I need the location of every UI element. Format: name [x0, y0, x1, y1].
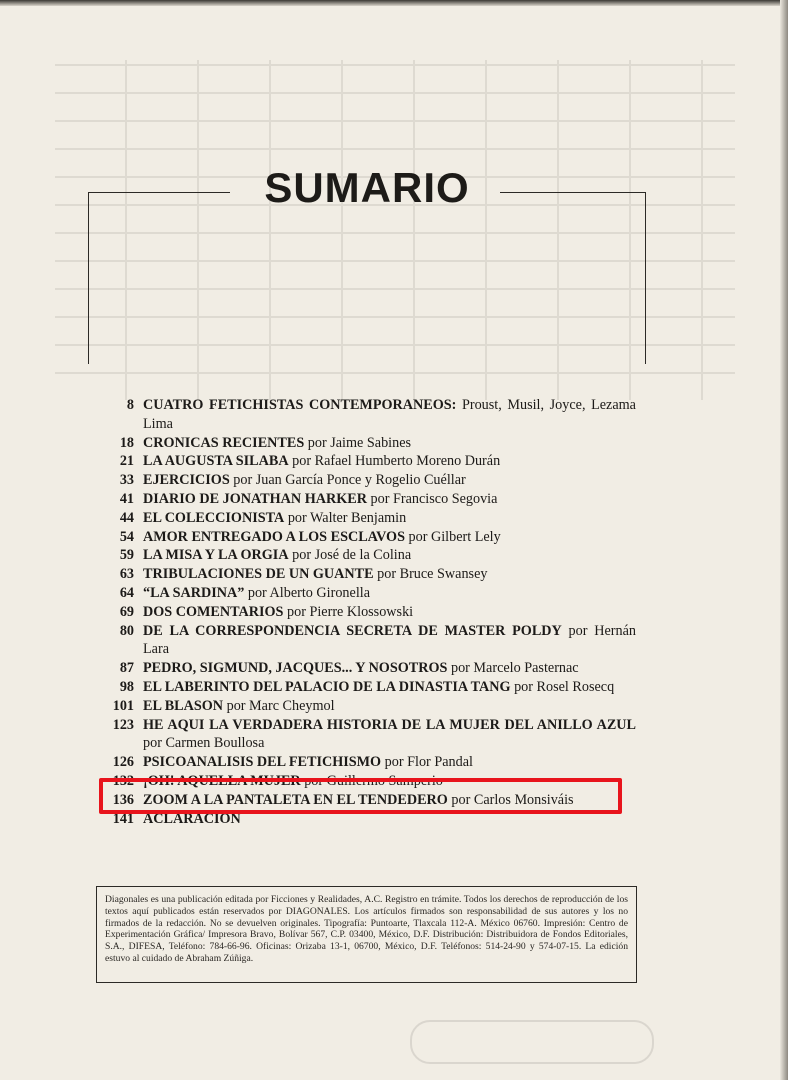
credits-text: Diagonales es una publicación editada por Ficciones y Realidades, A.C. Registro en trámite. Todos los derechos de reproducción de los textos aquí publicados están reservados por DIAGONALES. Los artículos firmados son responsabilidad de sus autores y los no firmados de la redacción. No se devuelven originales. Tipografía: Puntoarte, Tlaxcala 112-A. México 06760. Impresión: Centro de Experimentación Gráfica/ Impresora Bravo, Bolívar 567, C.P. 03400, México, D.F. Distribución: Distribuidora de Fondos Editoriales, S.A., DIFESA, Teléfono: 784-66-96. Oficinas: Orizaba 13-1, 06700, México, D.F. Teléfonos: 514-24-90 y 574-07-15. La edición estuvo al cuidado de Abraham Zúñiga. [105, 894, 628, 964]
toc-work-title: CRONICAS RECIENTES [143, 434, 305, 451]
toc-work-title: LA MISA Y LA ORGIA [143, 547, 289, 564]
toc-entry[interactable] [96, 528, 636, 547]
toc-page-number: 126 [112, 754, 134, 771]
toc-page-number: 18 [119, 434, 134, 451]
toc-text [143, 471, 636, 490]
faded-stamp [410, 1020, 654, 1064]
toc-entry[interactable] [96, 622, 636, 660]
frame-line [88, 192, 89, 364]
toc-text [143, 434, 636, 453]
toc-entry[interactable] [96, 434, 636, 453]
toc-text [143, 603, 636, 622]
toc-text [143, 772, 636, 791]
toc-work-title: EJERCICIOS [143, 472, 230, 489]
toc-entry[interactable] [96, 396, 636, 434]
toc-entry[interactable] [96, 565, 636, 584]
toc-author: por Flor Pandal [381, 754, 473, 771]
toc-author: por Guillermo Samperio [300, 772, 443, 789]
toc-page-number: 69 [119, 603, 134, 620]
toc-work-title: EL COLECCIONISTA [143, 509, 285, 526]
toc-work-title: PEDRO, SIGMUND, JACQUES... Y NOSOTROS [143, 660, 448, 677]
page-edge-top [0, 0, 788, 6]
toc-page-number: 21 [119, 453, 134, 470]
toc-entry[interactable] [96, 753, 636, 772]
toc-author: por Alberto Gironella [244, 584, 370, 601]
toc-author: por Marc Cheymol [223, 697, 335, 714]
toc-entry[interactable] [96, 471, 636, 490]
toc-entry[interactable] [96, 716, 636, 754]
toc-author: por Carmen Boullosa [143, 735, 265, 752]
toc-author: por Juan García Ponce y Rogelio Cuéllar [229, 472, 466, 489]
toc-entry[interactable] [96, 772, 636, 791]
toc-author: por Jaime Sabines [304, 434, 412, 451]
toc-entry[interactable] [96, 659, 636, 678]
toc-text [143, 565, 636, 584]
toc-entry[interactable] [96, 546, 636, 565]
toc-author: por Bruce Swansey [373, 566, 488, 583]
toc-work-title: LA AUGUSTA SILABA [143, 453, 289, 470]
toc-work-title: HE AQUI LA VERDADERA HISTORIA DE LA MUJER DEL ANILLO AZUL [143, 716, 636, 733]
toc-page-number: 141 [112, 810, 134, 827]
toc-page-number: 64 [119, 584, 134, 601]
toc-page-number: 54 [119, 528, 134, 545]
toc-text [143, 622, 636, 660]
toc-page-number: 33 [119, 472, 134, 489]
toc-page-number: 80 [119, 622, 134, 639]
toc-text [143, 810, 636, 829]
toc-work-title: DIARIO DE JONATHAN HARKER [143, 490, 367, 507]
toc-author: Proust, Musil, Joyce, Lezama Lima [143, 397, 636, 432]
toc-text [143, 791, 636, 810]
toc-entry[interactable] [96, 697, 636, 716]
toc-text [143, 546, 636, 565]
toc-work-title: ZOOM A LA PANTALETA EN EL TENDEDERO [143, 791, 448, 808]
toc-author: por Hernán Lara [143, 622, 636, 658]
toc-text [143, 452, 636, 471]
toc-page-number: 132 [112, 772, 134, 789]
toc-work-title: TRIBULACIONES DE UN GUANTE [143, 566, 374, 583]
toc-work-title: CUATRO FETICHISTAS CONTEMPORANEOS: [143, 397, 457, 413]
toc-work-title: PSICOANALISIS DEL FETICHISMO [143, 754, 382, 771]
toc-page-number: 8 [126, 397, 134, 413]
toc-text [143, 678, 636, 697]
toc-text [143, 716, 636, 754]
toc-entry[interactable] [96, 584, 636, 603]
toc-text [143, 528, 636, 547]
toc-entry[interactable] [96, 490, 636, 509]
table-of-contents [96, 396, 636, 828]
toc-work-title: ¡OH! AQUELLA MUJER [143, 772, 301, 789]
toc-text [143, 396, 636, 434]
toc-entry[interactable] [96, 603, 636, 622]
frame-line [645, 192, 646, 364]
toc-author: por Francisco Segovia [367, 490, 498, 507]
toc-author: por Rosel Rosecq [510, 678, 615, 695]
toc-text [143, 509, 636, 528]
toc-work-title: EL BLASON [143, 697, 224, 714]
toc-entry[interactable] [96, 452, 636, 471]
credits-box [96, 886, 637, 983]
toc-text [143, 697, 636, 716]
toc-page-number: 98 [119, 678, 134, 695]
toc-work-title: AMOR ENTREGADO A LOS ESCLAVOS [143, 528, 405, 545]
toc-text [143, 659, 636, 678]
toc-page-number: 123 [112, 716, 134, 733]
toc-work-title: “LA SARDINA” [143, 584, 245, 601]
toc-author: por Pierre Klossowski [283, 603, 414, 620]
toc-text [143, 490, 636, 509]
title-frame [88, 164, 646, 364]
toc-author: por Rafael Humberto Moreno Durán [288, 453, 501, 470]
toc-page-number: 63 [119, 566, 134, 583]
toc-text [143, 584, 636, 603]
toc-page-number: 101 [112, 697, 134, 714]
toc-entry[interactable] [96, 791, 636, 810]
toc-page-number: 136 [112, 791, 134, 808]
page-title: SUMARIO [264, 164, 470, 211]
toc-author: por José de la Colina [288, 547, 412, 564]
page-edge-right [780, 0, 788, 1080]
toc-work-title: ACLARACION [143, 810, 241, 827]
toc-page-number: 44 [119, 509, 134, 526]
toc-work-title: EL LABERINTO DEL PALACIO DE LA DINASTIA TANG [143, 678, 511, 695]
toc-page-number: 87 [119, 660, 134, 677]
toc-page-number: 59 [119, 547, 134, 564]
toc-author: por Walter Benjamin [284, 509, 407, 526]
toc-author: por Carlos Monsiváis [447, 791, 574, 808]
toc-author: por Marcelo Pasternac [447, 660, 579, 677]
toc-entry[interactable] [96, 810, 636, 829]
toc-work-title: DOS COMENTARIOS [143, 603, 284, 620]
toc-author: por Gilbert Lely [404, 528, 501, 545]
toc-page-number: 41 [119, 490, 134, 507]
toc-text [143, 753, 636, 772]
toc-entry[interactable] [96, 678, 636, 697]
toc-entry[interactable] [96, 509, 636, 528]
toc-work-title: DE LA CORRESPONDENCIA SECRETA DE MASTER POLDY [143, 622, 562, 639]
